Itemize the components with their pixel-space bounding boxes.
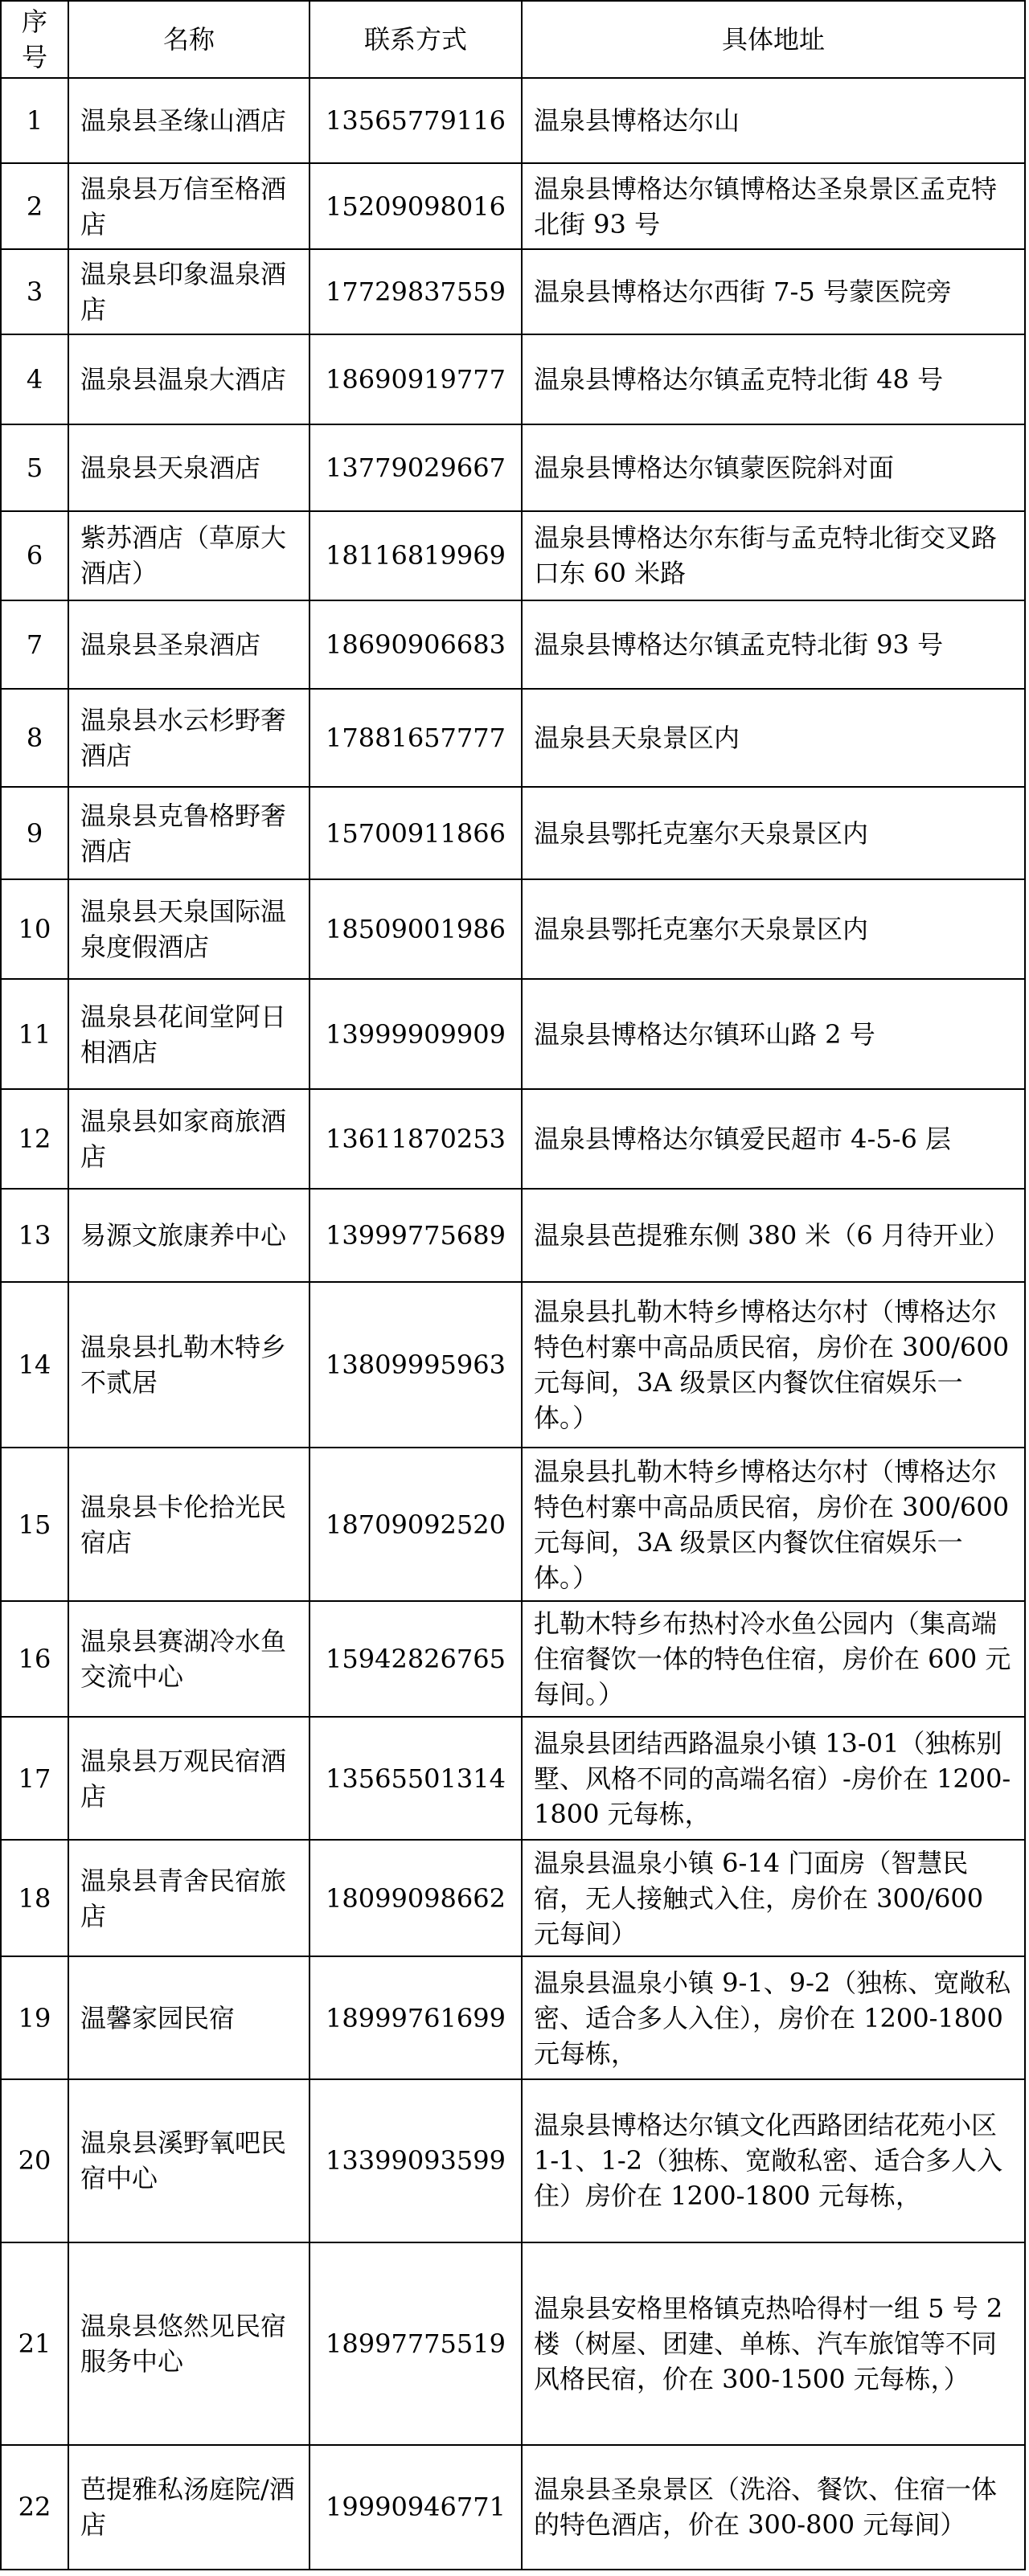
row-index: 2 (1, 163, 68, 248)
row-phone: 13611870253 (310, 1089, 522, 1189)
row-index: 13 (1, 1189, 68, 1282)
row-phone: 19990946771 (310, 2445, 522, 2570)
row-name: 温泉县水云杉野奢酒店 (68, 689, 310, 787)
row-address: 温泉县温泉小镇 9-1、9-2（独栋、宽敞私密、适合多人入住），房价在 1200-1800 元每栋， (522, 1956, 1025, 2079)
row-phone: 13999775689 (310, 1189, 522, 1282)
row-name: 温泉县印象温泉酒店 (68, 249, 310, 334)
row-index: 10 (1, 879, 68, 979)
table-row (1, 2242, 1025, 2445)
row-index: 7 (1, 600, 68, 689)
row-index: 3 (1, 249, 68, 334)
row-phone: 13565501314 (310, 1717, 522, 1840)
row-name: 温泉县悠然见民宿服务中心 (68, 2242, 310, 2445)
row-address: 温泉县圣泉景区（洗浴、餐饮、住宿一体的特色酒店，价在 300-800 元每间） (522, 2445, 1025, 2570)
row-name: 温泉县万观民宿酒店 (68, 1717, 310, 1840)
row-address: 温泉县鄂托克塞尔天泉景区内 (522, 879, 1025, 979)
header-contact: 联系方式 (310, 1, 522, 78)
row-address: 温泉县扎勒木特乡博格达尔村（博格达尔特色村寨中高品质民宿，房价在 300/600 元每间，3A 级景区内餐饮住宿娱乐一体。） (522, 1448, 1025, 1600)
header-index: 序号 (1, 1, 68, 78)
row-address: 温泉县芭提雅东侧 380 米（6 月待开业） (522, 1189, 1025, 1282)
table-row (1, 979, 1025, 1088)
row-name: 温泉县圣缘山酒店 (68, 78, 310, 163)
row-address: 温泉县扎勒木特乡博格达尔村（博格达尔特色村寨中高品质民宿，房价在 300/600 元每间，3A 级景区内餐饮住宿娱乐一体。） (522, 1282, 1025, 1448)
row-address: 温泉县团结西路温泉小镇 13-01（独栋别墅、风格不同的高端名宿）-房价在 1200-1800 元每栋， (522, 1717, 1025, 1840)
table-row (1, 1956, 1025, 2079)
row-address: 温泉县博格达尔镇博格达圣泉景区孟克特北街 93 号 (522, 163, 1025, 248)
table-row (1, 1840, 1025, 1956)
row-address: 温泉县博格达尔东街与孟克特北街交叉路口东 60 米路 (522, 511, 1025, 601)
row-index: 20 (1, 2079, 68, 2242)
row-address: 温泉县温泉小镇 6-14 门面房（智慧民宿，无人接触式入住，房价在 300/600 元每间） (522, 1840, 1025, 1956)
row-phone: 18690919777 (310, 334, 522, 424)
row-phone: 13779029667 (310, 424, 522, 511)
row-index: 1 (1, 78, 68, 163)
row-phone: 13565779116 (310, 78, 522, 163)
table-row (1, 2079, 1025, 2242)
table-row (1, 163, 1025, 248)
row-phone: 13999909909 (310, 979, 522, 1088)
row-name: 紫苏酒店（草原大酒店） (68, 511, 310, 601)
row-address: 扎勒木特乡布热村冷水鱼公园内（集高端住宿餐饮一体的特色住宿，房价在 600 元每间。） (522, 1601, 1025, 1718)
header-row (1, 1, 1025, 78)
row-name: 温泉县卡伦拾光民宿店 (68, 1448, 310, 1600)
row-phone: 17881657777 (310, 689, 522, 787)
table-row (1, 1089, 1025, 1189)
row-phone: 18690906683 (310, 600, 522, 689)
row-name: 温泉县圣泉酒店 (68, 600, 310, 689)
row-name: 温泉县天泉国际温泉度假酒店 (68, 879, 310, 979)
row-address: 温泉县鄂托克塞尔天泉景区内 (522, 787, 1025, 880)
row-phone: 15942826765 (310, 1601, 522, 1718)
table-row (1, 424, 1025, 511)
row-phone: 13399093599 (310, 2079, 522, 2242)
row-phone: 18709092520 (310, 1448, 522, 1600)
row-index: 8 (1, 689, 68, 787)
row-index: 5 (1, 424, 68, 511)
table-row (1, 600, 1025, 689)
table-row (1, 1448, 1025, 1600)
row-name: 温馨家园民宿 (68, 1956, 310, 2079)
row-index: 19 (1, 1956, 68, 2079)
row-phone: 13809995963 (310, 1282, 522, 1448)
row-address: 温泉县博格达尔镇爱民超市 4-5-6 层 (522, 1089, 1025, 1189)
row-phone: 18999761699 (310, 1956, 522, 2079)
row-address: 温泉县博格达尔镇文化西路团结花苑小区 1-1、1-2（独栋、宽敞私密、适合多人入住）房价在 1200-1800 元每栋， (522, 2079, 1025, 2242)
row-phone: 15700911866 (310, 787, 522, 880)
table-row (1, 787, 1025, 880)
row-index: 21 (1, 2242, 68, 2445)
row-address: 温泉县天泉景区内 (522, 689, 1025, 787)
row-address: 温泉县安格里格镇克热哈得村一组 5 号 2 楼（树屋、团建、单栋、汽车旅馆等不同风格民宿，价在 300-1500 元每栋，） (522, 2242, 1025, 2445)
table-row (1, 1189, 1025, 1282)
row-name: 芭提雅私汤庭院/酒店 (68, 2445, 310, 2570)
table-row (1, 2445, 1025, 2570)
row-phone: 18997775519 (310, 2242, 522, 2445)
row-address: 温泉县博格达尔镇孟克特北街 93 号 (522, 600, 1025, 689)
header-name: 名称 (68, 1, 310, 78)
row-name: 温泉县扎勒木特乡不贰居 (68, 1282, 310, 1448)
table-row (1, 249, 1025, 334)
table-row (1, 1601, 1025, 1718)
table-row (1, 511, 1025, 601)
row-index: 17 (1, 1717, 68, 1840)
table-row (1, 1282, 1025, 1448)
header-address: 具体地址 (522, 1, 1025, 78)
row-index: 16 (1, 1601, 68, 1718)
table-row (1, 334, 1025, 424)
row-address: 温泉县博格达尔西街 7-5 号蒙医院旁 (522, 249, 1025, 334)
row-index: 4 (1, 334, 68, 424)
row-index: 18 (1, 1840, 68, 1956)
row-index: 12 (1, 1089, 68, 1189)
row-name: 温泉县溪野氧吧民宿中心 (68, 2079, 310, 2242)
row-index: 14 (1, 1282, 68, 1448)
row-address: 温泉县博格达尔镇孟克特北街 48 号 (522, 334, 1025, 424)
row-index: 6 (1, 511, 68, 601)
table-row (1, 879, 1025, 979)
row-name: 温泉县花间堂阿日相酒店 (68, 979, 310, 1088)
table-row (1, 78, 1025, 163)
row-phone: 18116819969 (310, 511, 522, 601)
row-address: 温泉县博格达尔镇蒙医院斜对面 (522, 424, 1025, 511)
row-index: 15 (1, 1448, 68, 1600)
table-row (1, 1717, 1025, 1840)
row-index: 11 (1, 979, 68, 1088)
row-phone: 18099098662 (310, 1840, 522, 1956)
row-index: 9 (1, 787, 68, 880)
row-name: 温泉县克鲁格野奢酒店 (68, 787, 310, 880)
row-phone: 15209098016 (310, 163, 522, 248)
row-name: 温泉县如家商旅酒店 (68, 1089, 310, 1189)
row-address: 温泉县博格达尔镇环山路 2 号 (522, 979, 1025, 1088)
row-name: 温泉县温泉大酒店 (68, 334, 310, 424)
row-name: 温泉县万信至格酒店 (68, 163, 310, 248)
row-phone: 18509001986 (310, 879, 522, 979)
row-name: 温泉县天泉酒店 (68, 424, 310, 511)
row-name: 易源文旅康养中心 (68, 1189, 310, 1282)
table-row (1, 689, 1025, 787)
row-address: 温泉县博格达尔山 (522, 78, 1025, 163)
row-phone: 17729837559 (310, 249, 522, 334)
row-name: 温泉县赛湖冷水鱼交流中心 (68, 1601, 310, 1718)
row-name: 温泉县青舍民宿旅店 (68, 1840, 310, 1956)
row-index: 22 (1, 2445, 68, 2570)
